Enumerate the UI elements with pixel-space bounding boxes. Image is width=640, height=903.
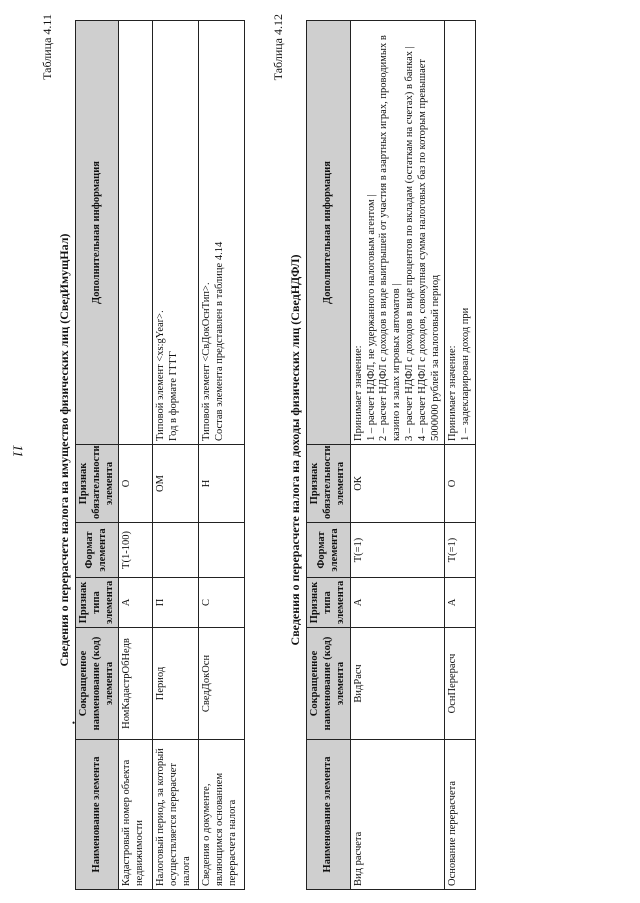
table-row — [350, 21, 445, 890]
table2 — [306, 20, 476, 890]
cell-required: Н — [199, 445, 245, 523]
table1-header-cell: Дополнительная информация — [76, 21, 119, 445]
table1-header-cell: Сокращенное наименование (код) элемента — [76, 628, 119, 740]
table-row — [153, 21, 199, 890]
cell-code: СведДокОсн — [199, 628, 245, 740]
cell-code: ВидРасч — [350, 628, 445, 740]
table2-header-cell: Признак обязательности элемента — [307, 445, 350, 523]
table1-number: Таблица 4.11 — [40, 14, 54, 80]
cell-required: ОМ — [153, 445, 199, 523]
cell-name: Вид расчета — [350, 740, 445, 890]
cell-format — [153, 523, 199, 578]
cell-name: Налоговый период, за который осуществляется перерасчет налога — [153, 740, 199, 890]
table1-header-cell: Признак обязательности элемента — [76, 445, 119, 523]
cell-info — [119, 21, 153, 445]
rotated-page-content — [40, 10, 630, 890]
cell-code: Период — [153, 628, 199, 740]
table2-number: Таблица 4.12 — [271, 14, 286, 81]
cell-info: Принимает значение: 1 – расчет НДФЛ, не удержанного налоговым агентом | 2 – расчет НДФЛ с доходов в виде выигрышей от участия в азартных играх, проводимых в казино и залах игровых автоматов | 3 – расчет НДФЛ с доходов в виде процентов по вкладам (остаткам на счетах) в банках | 4 – расчет НДФЛ с доходов, совокупная сумма налоговых баз по которым превышает 5000000 рублей за налоговый период — [350, 21, 445, 445]
table2-header-cell: Признак типа элемента — [307, 578, 350, 628]
cell-required: ОК — [350, 445, 445, 523]
table-row — [119, 21, 153, 890]
cell-info: Типовой элемент <xs:gYear>. Год в формате ГГГГ — [153, 21, 199, 445]
cell-info: Типовой элемент <СвДокОснТип>. Состав элемента представлен в таблице 4.14 — [199, 21, 245, 445]
table2-header-cell: Дополнительная информация — [307, 21, 350, 445]
table2-header-cell: Формат элемента — [307, 523, 350, 578]
cell-info: Принимает значение: 1 – задекларирован доход при — [445, 21, 476, 445]
table1-header-cell: Признак типа элемента — [76, 578, 119, 628]
cell-format: T(1-100) — [119, 523, 153, 578]
cell-code: НомКадастрОбНедв — [119, 628, 153, 740]
cell-type: А — [445, 578, 476, 628]
table2-header-cell: Наименование элемента — [307, 740, 350, 890]
table1-header-cell: Формат элемента — [76, 523, 119, 578]
cell-name: Кадастровый номер объекта недвижимости — [119, 740, 153, 890]
cell-format: T(=1) — [350, 523, 445, 578]
table-row — [199, 21, 245, 890]
cell-type: П — [153, 578, 199, 628]
page-number: 11 — [9, 444, 25, 458]
cell-format: T(=1) — [445, 523, 476, 578]
scan-mark: • — [72, 718, 76, 728]
table1 — [75, 20, 245, 890]
cell-required: О — [119, 445, 153, 523]
cell-type: А — [119, 578, 153, 628]
cell-code: ОснПерерасч — [445, 628, 476, 740]
table2-header-row — [307, 21, 350, 890]
table2-header-cell: Сокращенное наименование (код) элемента — [307, 628, 350, 740]
cell-required: О — [445, 445, 476, 523]
table1-header-row — [76, 21, 119, 890]
cell-type: С — [199, 578, 245, 628]
table-row — [445, 21, 476, 890]
table1-title: Сведения о перерасчете налога на имущество физических лиц (СведИмущНал) — [57, 233, 71, 667]
cell-name: Основание перерасчета — [445, 740, 476, 890]
cell-name: Сведения о документе, являющимся основанием перерасчета налога — [199, 740, 245, 890]
cell-type: А — [350, 578, 445, 628]
table1-header-cell: Наименование элемента — [76, 740, 119, 890]
cell-format — [199, 523, 245, 578]
table2-title: Сведения о перерасчете налога на доходы физических лиц (СведНДФЛ) — [288, 254, 303, 646]
